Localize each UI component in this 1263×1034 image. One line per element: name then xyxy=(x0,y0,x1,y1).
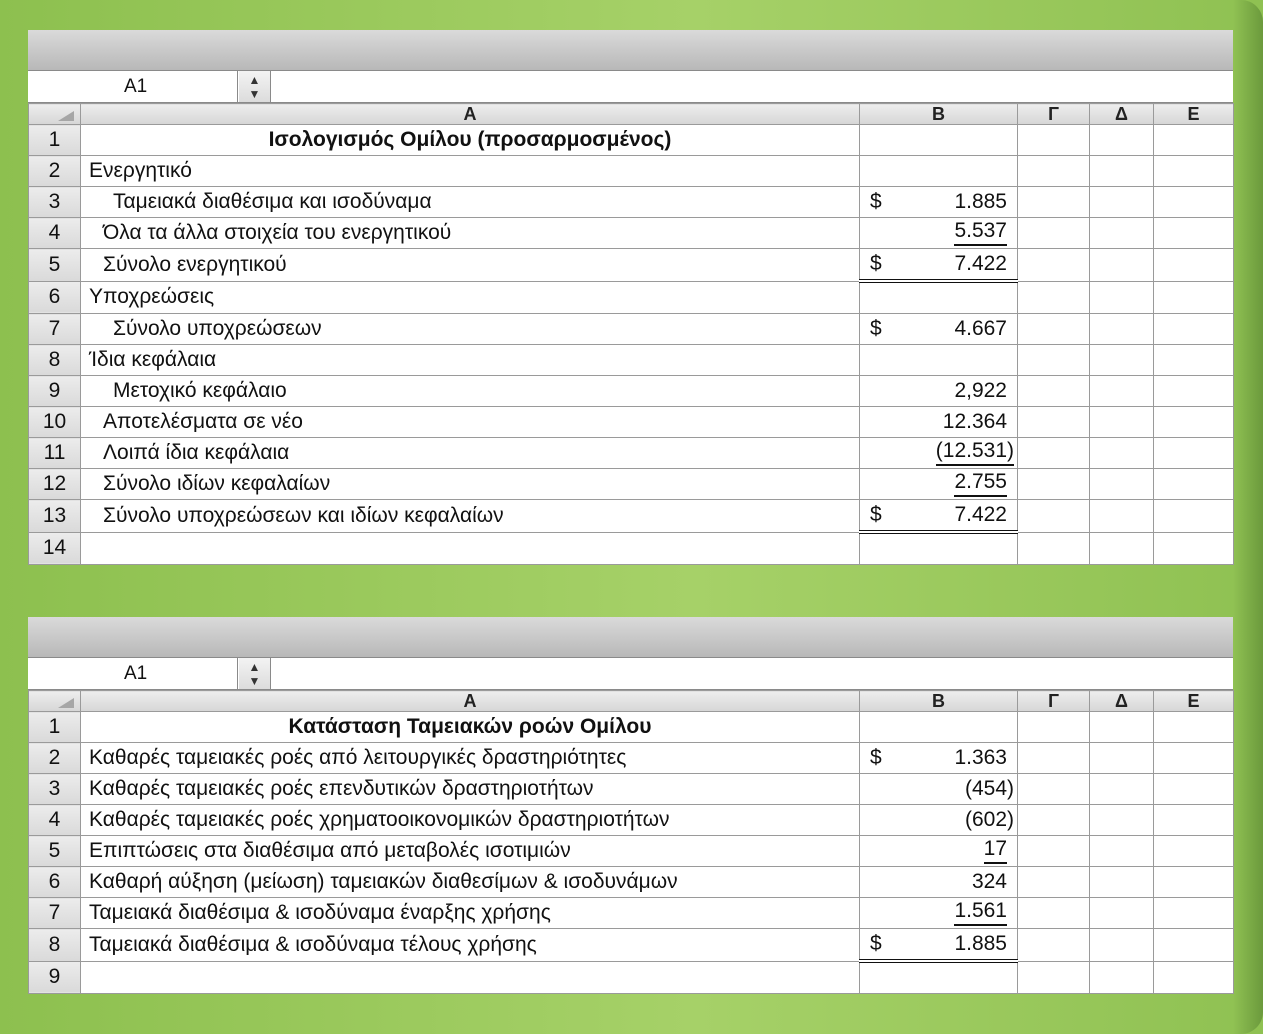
table-row xyxy=(29,249,1234,282)
cell-e[interactable] xyxy=(1154,805,1234,836)
table-row xyxy=(29,438,1234,469)
cell-b[interactable] xyxy=(860,712,1018,743)
label-cell[interactable] xyxy=(81,961,860,994)
label-cell[interactable]: Σύνολο υποχρεώσεων xyxy=(81,314,860,345)
label-cell[interactable]: Καθαρή αύξηση (μείωση) ταμειακών διαθεσίμων & ισοδυνάμων xyxy=(81,867,860,898)
currency-symbol: $ xyxy=(870,190,882,213)
column-header-row xyxy=(29,691,1234,712)
value-cell[interactable] xyxy=(860,469,1018,500)
cell-d[interactable] xyxy=(1090,712,1154,743)
name-box-stepper[interactable] xyxy=(239,71,271,102)
row-header[interactable]: 2 xyxy=(29,743,81,774)
cell-c[interactable] xyxy=(1018,500,1090,533)
cell-d[interactable] xyxy=(1090,407,1154,438)
cell-b[interactable] xyxy=(860,156,1018,187)
value-text: 17 xyxy=(984,836,1007,864)
cell-c[interactable] xyxy=(1018,712,1090,743)
cell-e[interactable] xyxy=(1154,836,1234,867)
value-text: 7.422 xyxy=(954,252,1007,275)
row-header[interactable]: 1 xyxy=(29,125,81,156)
value-cell[interactable] xyxy=(860,218,1018,249)
table-row xyxy=(29,898,1234,929)
column-header-c[interactable]: Γ xyxy=(1018,104,1090,125)
label-cell[interactable]: Αποτελέσματα σε νέο xyxy=(81,407,860,438)
table-row xyxy=(29,929,1234,962)
value-text: 4.667 xyxy=(954,317,1007,340)
cell-c[interactable] xyxy=(1018,314,1090,345)
cell-c[interactable] xyxy=(1018,249,1090,282)
up-arrow-icon[interactable]: ▲ xyxy=(248,73,261,87)
table-row xyxy=(29,314,1234,345)
cell-e[interactable] xyxy=(1154,469,1234,500)
name-box[interactable]: A1 xyxy=(28,658,238,689)
row-header[interactable]: 4 xyxy=(29,218,81,249)
row-header[interactable]: 7 xyxy=(29,898,81,929)
cell-e[interactable] xyxy=(1154,407,1234,438)
cell-d[interactable] xyxy=(1090,249,1154,282)
table-row xyxy=(29,774,1234,805)
row-header[interactable]: 9 xyxy=(29,376,81,407)
table-row xyxy=(29,469,1234,500)
window-titlebar[interactable] xyxy=(28,617,1233,657)
name-box[interactable]: A1 xyxy=(28,71,238,102)
total-value-cell[interactable] xyxy=(860,929,1018,962)
cell-e[interactable] xyxy=(1154,867,1234,898)
table-row xyxy=(29,125,1234,156)
cell-b[interactable] xyxy=(860,345,1018,376)
currency-symbol: $ xyxy=(870,317,882,340)
table-row xyxy=(29,836,1234,867)
value-text: (12.531) xyxy=(936,438,1014,466)
value-text: 1.561 xyxy=(954,898,1007,926)
table-row xyxy=(29,532,1234,565)
cell-e[interactable] xyxy=(1154,929,1234,962)
value-text: 1.885 xyxy=(954,190,1007,213)
cell-c[interactable] xyxy=(1018,805,1090,836)
row-header[interactable]: 5 xyxy=(29,836,81,867)
label-cell[interactable]: Καθαρές ταμειακές ροές επενδυτικών δραστηριοτήτων xyxy=(81,774,860,805)
cell-c[interactable] xyxy=(1018,532,1090,565)
table-row xyxy=(29,500,1234,533)
value-cell[interactable] xyxy=(860,376,1018,407)
cell-e[interactable] xyxy=(1154,500,1234,533)
label-cell[interactable]: Σύνολο ενεργητικού xyxy=(81,249,860,282)
value-text: 324 xyxy=(971,870,1007,893)
column-header-d[interactable]: Δ xyxy=(1090,691,1154,712)
down-arrow-icon[interactable]: ▼ xyxy=(248,87,261,101)
cell-c[interactable] xyxy=(1018,743,1090,774)
spreadsheet-grid xyxy=(28,690,1234,994)
table-row xyxy=(29,376,1234,407)
cell-d[interactable] xyxy=(1090,774,1154,805)
total-value-cell[interactable] xyxy=(860,249,1018,282)
cell-e[interactable] xyxy=(1154,249,1234,282)
table-row xyxy=(29,867,1234,898)
table-row xyxy=(29,712,1234,743)
label-cell[interactable]: Καθαρές ταμειακές ροές χρηματοοικονομικών δραστηριοτήτων xyxy=(81,805,860,836)
column-header-a[interactable]: A xyxy=(81,104,860,125)
select-all-corner[interactable] xyxy=(29,691,81,712)
cell-b[interactable] xyxy=(860,125,1018,156)
value-text: (454) xyxy=(964,777,1014,800)
label-cell[interactable]: Ταμειακά διαθέσιμα και ισοδύναμα xyxy=(81,187,860,218)
value-text: 7.422 xyxy=(954,503,1007,526)
window-titlebar[interactable] xyxy=(28,30,1233,70)
value-text: 5.537 xyxy=(954,218,1007,246)
cell-e[interactable] xyxy=(1154,712,1234,743)
cell-d[interactable] xyxy=(1090,532,1154,565)
cell-c[interactable] xyxy=(1018,898,1090,929)
row-header[interactable]: 1 xyxy=(29,712,81,743)
cell-e[interactable] xyxy=(1154,345,1234,376)
value-cell[interactable] xyxy=(860,774,1018,805)
value-cell[interactable] xyxy=(860,836,1018,867)
label-cell[interactable] xyxy=(81,532,860,565)
formula-bar xyxy=(28,657,1233,690)
row-header[interactable]: 3 xyxy=(29,774,81,805)
column-header-c[interactable]: Γ xyxy=(1018,691,1090,712)
sheet-title-cell[interactable]: Ισολογισμός Ομίλου (προσαρμοσμένος) xyxy=(81,125,860,156)
cell-e[interactable] xyxy=(1154,774,1234,805)
row-header[interactable]: 9 xyxy=(29,961,81,994)
cell-c[interactable] xyxy=(1018,929,1090,962)
cell-d[interactable] xyxy=(1090,469,1154,500)
cell-d[interactable] xyxy=(1090,125,1154,156)
row-header[interactable]: 8 xyxy=(29,929,81,962)
cell-d[interactable] xyxy=(1090,376,1154,407)
row-header[interactable]: 11 xyxy=(29,438,81,469)
cell-d[interactable] xyxy=(1090,345,1154,376)
cell-e[interactable] xyxy=(1154,898,1234,929)
value-cell[interactable] xyxy=(860,187,1018,218)
up-arrow-icon[interactable]: ▲ xyxy=(248,660,261,674)
cell-e[interactable] xyxy=(1154,187,1234,218)
cell-c[interactable] xyxy=(1018,156,1090,187)
label-cell[interactable]: Σύνολο ιδίων κεφαλαίων xyxy=(81,469,860,500)
select-all-corner[interactable] xyxy=(29,104,81,125)
column-header-row xyxy=(29,104,1234,125)
label-cell[interactable]: Επιπτώσεις στα διαθέσιμα από μεταβολές ισοτιμιών xyxy=(81,836,860,867)
cell-c[interactable] xyxy=(1018,438,1090,469)
value-cell[interactable] xyxy=(860,438,1018,469)
value-text: 12.364 xyxy=(942,410,1007,433)
currency-symbol: $ xyxy=(870,252,882,275)
cell-e[interactable] xyxy=(1154,156,1234,187)
table-row xyxy=(29,961,1234,994)
cell-d[interactable] xyxy=(1090,156,1154,187)
column-header-e[interactable]: Ε xyxy=(1154,104,1234,125)
value-cell[interactable] xyxy=(860,314,1018,345)
row-header[interactable]: 13 xyxy=(29,500,81,533)
table-row xyxy=(29,156,1234,187)
value-text: 2.755 xyxy=(954,469,1007,497)
cell-e[interactable] xyxy=(1154,125,1234,156)
cell-d[interactable] xyxy=(1090,929,1154,962)
cell-c[interactable] xyxy=(1018,469,1090,500)
balance-sheet-window xyxy=(28,30,1233,565)
table-row xyxy=(29,345,1234,376)
cell-c[interactable] xyxy=(1018,187,1090,218)
cell-e[interactable] xyxy=(1154,281,1234,314)
cell-c[interactable] xyxy=(1018,281,1090,314)
value-text: 1.885 xyxy=(954,932,1007,955)
cell-d[interactable] xyxy=(1090,836,1154,867)
currency-symbol: $ xyxy=(870,932,882,955)
value-cell[interactable] xyxy=(860,898,1018,929)
column-header-a[interactable]: A xyxy=(81,691,860,712)
table-row xyxy=(29,218,1234,249)
cell-d[interactable] xyxy=(1090,743,1154,774)
value-text: 2,922 xyxy=(954,379,1007,402)
cash-flow-window xyxy=(28,617,1233,994)
cell-d[interactable] xyxy=(1090,805,1154,836)
label-cell[interactable]: Υποχρεώσεις xyxy=(81,281,860,314)
row-header[interactable]: 12 xyxy=(29,469,81,500)
value-cell[interactable] xyxy=(860,743,1018,774)
cell-d[interactable] xyxy=(1090,898,1154,929)
value-text: 1.363 xyxy=(954,746,1007,769)
cell-e[interactable] xyxy=(1154,314,1234,345)
cell-d[interactable] xyxy=(1090,314,1154,345)
row-header[interactable]: 7 xyxy=(29,314,81,345)
label-cell[interactable]: Ταμειακά διαθέσιμα & ισοδύναμα τέλους χρήσης xyxy=(81,929,860,962)
value-cell[interactable] xyxy=(860,805,1018,836)
row-header[interactable]: 5 xyxy=(29,249,81,282)
cell-c[interactable] xyxy=(1018,407,1090,438)
table-row xyxy=(29,743,1234,774)
cell-c[interactable] xyxy=(1018,774,1090,805)
column-header-b[interactable]: B xyxy=(860,691,1018,712)
label-cell[interactable]: Μετοχικό κεφάλαιο xyxy=(81,376,860,407)
cell-c[interactable] xyxy=(1018,836,1090,867)
cell-c[interactable] xyxy=(1018,218,1090,249)
cell-d[interactable] xyxy=(1090,218,1154,249)
row-header[interactable]: 3 xyxy=(29,187,81,218)
currency-symbol: $ xyxy=(870,746,882,769)
cell-e[interactable] xyxy=(1154,376,1234,407)
cell-e[interactable] xyxy=(1154,438,1234,469)
row-header[interactable]: 6 xyxy=(29,867,81,898)
name-box-stepper[interactable] xyxy=(239,658,271,689)
cell-c[interactable] xyxy=(1018,376,1090,407)
row-header[interactable]: 10 xyxy=(29,407,81,438)
cell-c[interactable] xyxy=(1018,961,1090,994)
cell-d[interactable] xyxy=(1090,438,1154,469)
table-row xyxy=(29,187,1234,218)
cell-e[interactable] xyxy=(1154,961,1234,994)
label-cell[interactable]: Καθαρές ταμειακές ροές από λειτουργικές δραστηριότητες xyxy=(81,743,860,774)
value-text: (602) xyxy=(964,808,1014,831)
cell-d[interactable] xyxy=(1090,187,1154,218)
formula-bar xyxy=(28,70,1233,103)
label-cell[interactable]: Ενεργητικό xyxy=(81,156,860,187)
row-header[interactable]: 6 xyxy=(29,281,81,314)
row-header[interactable]: 4 xyxy=(29,805,81,836)
table-row xyxy=(29,407,1234,438)
cell-e[interactable] xyxy=(1154,743,1234,774)
cell-c[interactable] xyxy=(1018,125,1090,156)
label-cell[interactable]: Όλα τα άλλα στοιχεία του ενεργητικού xyxy=(81,218,860,249)
table-row xyxy=(29,281,1234,314)
row-header[interactable]: 8 xyxy=(29,345,81,376)
value-cell[interactable] xyxy=(860,867,1018,898)
cell-c[interactable] xyxy=(1018,345,1090,376)
column-header-b[interactable]: B xyxy=(860,104,1018,125)
column-header-e[interactable]: Ε xyxy=(1154,691,1234,712)
cell-b[interactable] xyxy=(860,532,1018,565)
cell-e[interactable] xyxy=(1154,218,1234,249)
label-cell[interactable]: Σύνολο υποχρεώσεων και ιδίων κεφαλαίων xyxy=(81,500,860,533)
cell-b[interactable] xyxy=(860,281,1018,314)
total-value-cell[interactable] xyxy=(860,500,1018,533)
label-cell[interactable]: Λοιπά ίδια κεφάλαια xyxy=(81,438,860,469)
row-header[interactable]: 14 xyxy=(29,532,81,565)
cell-d[interactable] xyxy=(1090,281,1154,314)
table-row xyxy=(29,805,1234,836)
cell-d[interactable] xyxy=(1090,867,1154,898)
cell-d[interactable] xyxy=(1090,961,1154,994)
row-header[interactable]: 2 xyxy=(29,156,81,187)
cell-b[interactable] xyxy=(860,961,1018,994)
value-cell[interactable] xyxy=(860,407,1018,438)
down-arrow-icon[interactable]: ▼ xyxy=(248,674,261,688)
cell-e[interactable] xyxy=(1154,532,1234,565)
label-cell[interactable]: Ταμειακά διαθέσιμα & ισοδύναμα έναρξης χρήσης xyxy=(81,898,860,929)
currency-symbol: $ xyxy=(870,503,882,526)
sheet-title-cell[interactable]: Κατάσταση Ταμειακών ροών Ομίλου xyxy=(81,712,860,743)
label-cell[interactable]: Ίδια κεφάλαια xyxy=(81,345,860,376)
spreadsheet-grid xyxy=(28,103,1234,565)
cell-d[interactable] xyxy=(1090,500,1154,533)
column-header-d[interactable]: Δ xyxy=(1090,104,1154,125)
cell-c[interactable] xyxy=(1018,867,1090,898)
